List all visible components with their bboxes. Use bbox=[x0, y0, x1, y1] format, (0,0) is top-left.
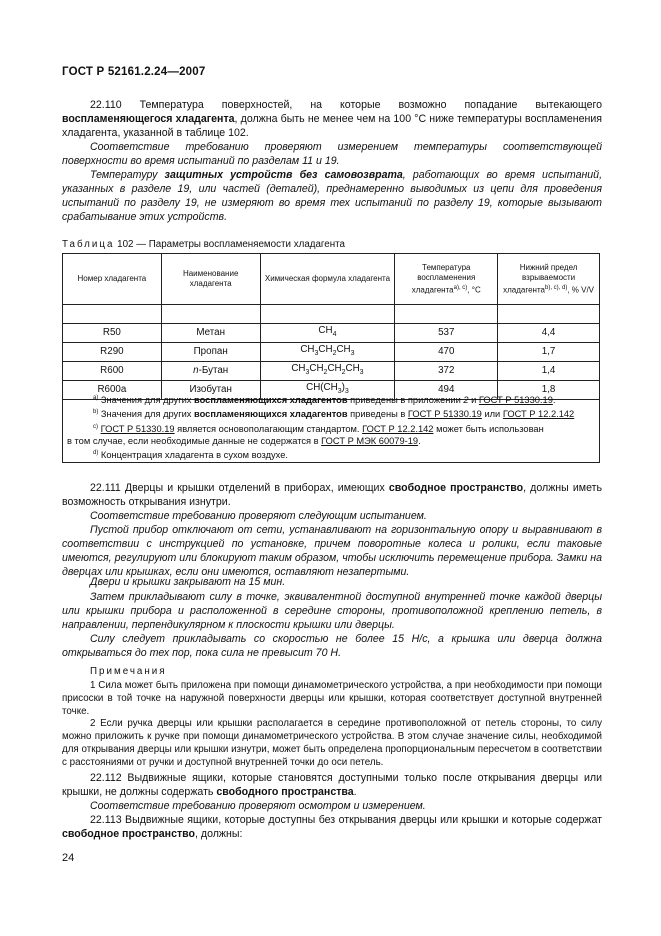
footnote-b: $^{b)}$ Значения для других воспламеняющихся хладагентов приведены в ГОСТ Р 51330.19 или ГОСТ Р 12.2.142 bbox=[93, 409, 575, 420]
term-free-space: свободного пространства bbox=[216, 786, 354, 798]
header-number: Номер хладагента bbox=[63, 254, 162, 305]
term-flammable-refrigerant: воспламеняющегося хладагента bbox=[62, 113, 235, 125]
formula: $CH(CH_3)_3$ bbox=[260, 381, 395, 400]
footnote-c-cont: в том случае, если необходимые данные не содержатся в ГОСТ Р МЭК 60079-19. bbox=[67, 436, 421, 447]
note-1: 1 Сила может быть приложена при помощи динамометрического устройства, а при необходимости при помощи присоски в той точке на наружной поверхности дверцы или крышки, которая соответствует доступной внутренней точке. bbox=[62, 680, 602, 717]
term-free-space: свободное пространство bbox=[62, 828, 196, 840]
notes-title: Примечания bbox=[90, 666, 167, 677]
footnote-c: $^{c)}$ ГОСТ Р 51330.19 является основополагающим стандартом. ГОСТ Р 12.2.142 может быть использован bbox=[93, 423, 544, 434]
clause-22-113: 22.113 Выдвижные ящики, которые доступны без открывания дверцы или крышки и которые содержат свободное пространство, должны: bbox=[62, 814, 602, 840]
table-row: R600 n-Бутан $CH_3CH_2CH_2CH_3$ 372 1,4 bbox=[63, 362, 600, 381]
formula: $CH_3CH_2CH_2CH_3$ bbox=[260, 362, 395, 381]
refrigerant-table bbox=[62, 253, 600, 400]
document-header: ГОСТ Р 52161.2.24—2007 bbox=[62, 66, 206, 78]
link-gost-51330-19[interactable]: ГОСТ Р 51330.19 bbox=[407, 409, 482, 420]
table-caption: Таблица 102 — Параметры воспламеняемости хладагента bbox=[62, 239, 345, 250]
term-non-self-resetting-devices: защитных устройств без самовозврата bbox=[164, 169, 403, 181]
table-row: R50 Метан $CH_4$ 537 4,4 bbox=[63, 324, 600, 343]
page-number: 24 bbox=[62, 852, 75, 864]
note-2: 2 Если ручка дверцы или крышки располагается в середине противоположной от петель стороны, то силу можно приложить к ручке при помощи динамометрического устройства. В этом случае значение силы, необходимой для открывания дверцы или крышки изнутри, может быть определена пропорциональным пересчетом в соответствии с расстояниями от ручки и доступной внутренней точки до оси петель. bbox=[62, 718, 602, 768]
footnote-d: $^{d)}$ Концентрация хладагента в сухом воздухе. bbox=[93, 450, 288, 461]
table-footnotes bbox=[62, 386, 600, 463]
link-gost-12-2-142[interactable]: ГОСТ Р 12.2.142 bbox=[502, 409, 575, 420]
table-row: R290 Пропан $CH_3CH_2CH_3$ 470 1,7 bbox=[63, 343, 600, 362]
clause-22-110-check: Соответствие требованию проверяют измерением температуры соответствующей поверхности во время испытаний по разделам 11 и 19. bbox=[62, 141, 602, 167]
clause-22-111-speed: Силу следует прикладывать со скоростью не более 15 Н/с, а крышка или дверца должна открываться до тех пор, пока сила не превысит 70 Н. bbox=[62, 633, 602, 659]
clause-22-111: 22.111 Дверцы и крышки отделений в приборах, имеющих свободное пространство, должны иметь возможность открывания изнутри. bbox=[62, 482, 602, 508]
clause-22-112: 22.112 Выдвижные ящики, которые становятся доступными только после открывания дверцы или крышки, не должны содержать свободного пространства. bbox=[62, 772, 602, 798]
clause-22-110: 22.110 Температура поверхностей, на которые возможно попадание вытекающего воспламеняющегося хладагента, должна быть не менее чем на 100 °С ниже температуры воспламенения хладагента, указанной в таблице 102. bbox=[62, 99, 602, 139]
clause-22-111-empty: Пустой прибор отключают от сети, устанавливают на горизонтальную опору и выравнивают в соответствии с инструкцией по установке, причем поворотные колеса и ролики, если таковые имеются, регулируют или блокируют таким образом, чтобы исключить перемещение прибора. Замки на дверцах или крышках, если они имеются, оставляют незапертыми. bbox=[62, 524, 602, 578]
header-formula: Химическая формула хладагента bbox=[260, 254, 395, 305]
header-ignition-temp: Температура воспламенения хладагента$^{а), с)}$, °С bbox=[395, 254, 498, 305]
clause-22-110-temperature: Температуру защитных устройств без самовозврата, работающих во время испытаний, указанных в разделе 19, или частей (деталей), преднамеренно выводимых из цепи для проведения испытаний по разделу 19, не измеряют во время тех испытаний по разделу 19, которые вызывают срабатывание этих устройств. bbox=[62, 169, 603, 223]
link-gost-iec-60079-19[interactable]: ГОСТ Р МЭК 60079-19 bbox=[321, 436, 419, 447]
clause-22-112-check: Соответствие требованию проверяют осмотром и измерением. bbox=[90, 800, 426, 812]
clause-22-111-close: Двери и крышки закрывают на 15 мин. bbox=[90, 576, 286, 588]
term-free-space: свободное пространство bbox=[388, 482, 524, 494]
table-row: R600a Изобутан $CH(CH_3)_3$ 494 1,8 bbox=[63, 381, 600, 400]
link-gost-12-2-142[interactable]: ГОСТ Р 12.2.142 bbox=[362, 423, 434, 434]
link-gost-51330-19[interactable]: ГОСТ Р 51330.19 bbox=[478, 395, 553, 406]
clause-22-111-check: Соответствие требованию проверяют следующим испытанием. bbox=[90, 510, 427, 522]
table-header-row bbox=[63, 254, 600, 305]
clause-22-111-force: Затем прикладывают силу в точке, эквивалентной доступной внутренней точке каждой дверцы или крышки прибора и расположенной в середине стороны, противоположной креплению петель, в направлении, перпендикулярном к плоскости крышки или дверцы. bbox=[62, 591, 602, 631]
formula: $CH_4$ bbox=[260, 324, 395, 343]
footnote-a: $^{а)}$ Значения для других воспламеняющихся хладагентов приведены в приложении 2 и ГОСТ Р 51330.19. bbox=[93, 395, 556, 406]
header-name: Наименование хладагента bbox=[161, 254, 260, 305]
formula: $CH_3CH_2CH_3$ bbox=[260, 343, 395, 362]
link-gost-51330-19[interactable]: ГОСТ Р 51330.19 bbox=[100, 423, 175, 434]
header-lower-limit: Нижний предел взрываемости хладагента$^{b), c), d)}$, % V/V bbox=[498, 254, 600, 305]
